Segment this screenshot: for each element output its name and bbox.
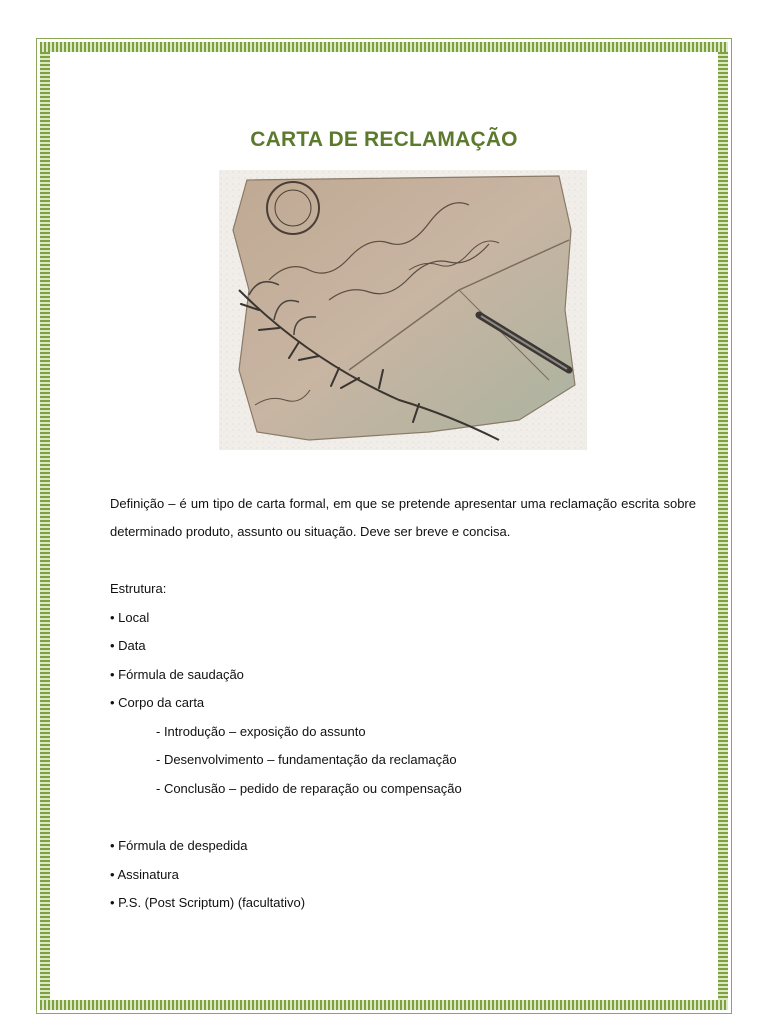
structure-section — [110, 575, 696, 918]
list-item: • Assinatura — [110, 866, 179, 882]
sub-list-item: - Conclusão – pedido de reparação ou compensação — [156, 780, 462, 796]
old-letter-illustration — [219, 170, 587, 450]
list-item: • Local — [110, 609, 150, 625]
list-item: • P.S. (Post Scriptum) (facultativo) — [110, 895, 306, 910]
list-item: • Fórmula de saudação — [110, 666, 244, 682]
sub-list-item: - Introdução – exposição do assunto — [156, 723, 366, 739]
page-title: CARTA DE RECLAMAÇÃO — [250, 128, 518, 151]
definition-paragraph: Definição – é um tipo de carta formal, em que se pretende apresentar uma reclamação escrita sobre determinado produto, assunto ou situação. Deve ser breve e concisa. — [110, 496, 696, 539]
spacer — [110, 803, 696, 832]
sub-list-item: - Desenvolvimento – fundamentação da reclamação — [156, 752, 457, 767]
list-item: • Data — [110, 638, 146, 653]
list-item: • Corpo da carta — [110, 695, 205, 710]
list-item: • Fórmula de despedida — [110, 838, 248, 853]
structure-heading: Estrutura: — [110, 581, 167, 596]
